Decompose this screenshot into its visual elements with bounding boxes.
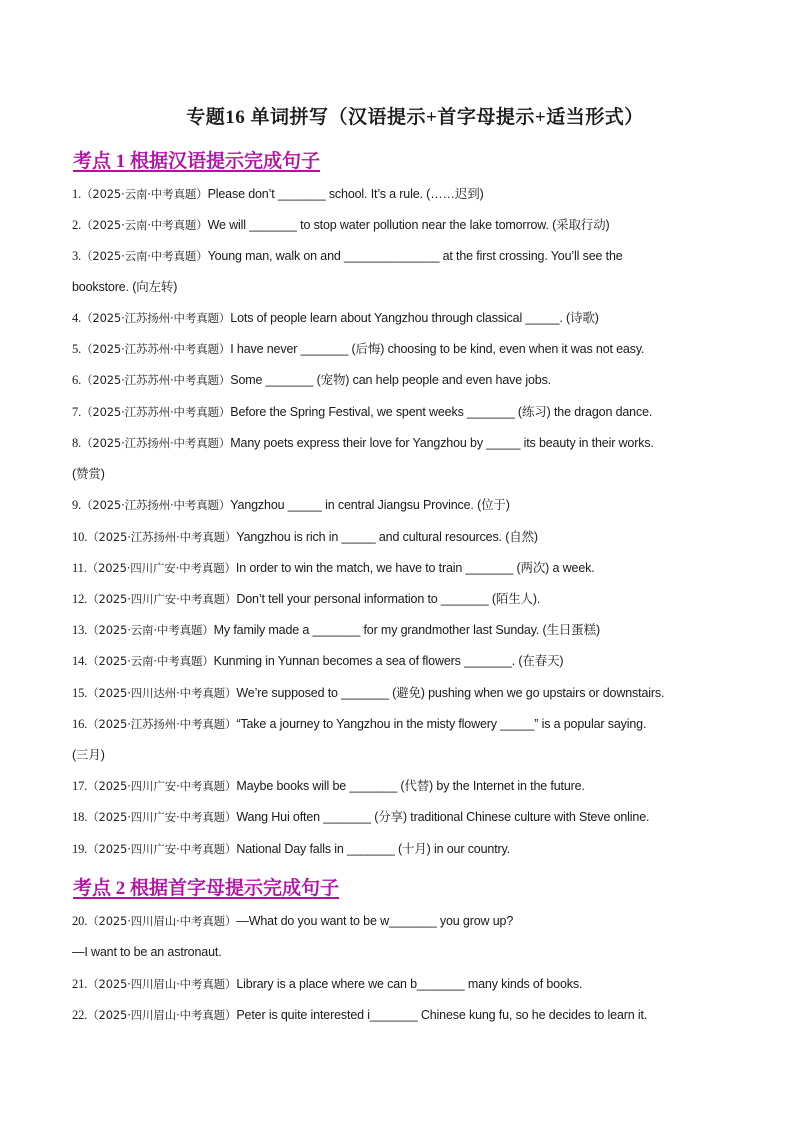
question-line [72, 778, 585, 794]
question-line [72, 976, 582, 992]
question-text: Yangzhou _____ in central Jiangsu Province. (位于) [230, 498, 510, 512]
question-number: 21. [72, 977, 88, 991]
question-number: 16. [72, 717, 88, 731]
question-text: My family made a _______ for my grandmother last Sunday. (生日蛋糕) [213, 623, 600, 637]
question-number: 7. [72, 405, 82, 419]
question-source: （2025·四川眉山·中考真题） [87, 977, 237, 991]
question-line [72, 841, 510, 857]
question-text: Please don’t _______ school. It’s a rule. (……迟到) [207, 187, 484, 201]
question-number: 18. [72, 810, 88, 824]
question-text: Yangzhou is rich in _____ and cultural resources. (自然) [236, 530, 538, 544]
question-number: 12. [72, 592, 88, 606]
question-source: （2025·江苏苏州·中考真题） [81, 405, 231, 419]
question-line [72, 529, 538, 545]
question-source: （2025·四川广安·中考真题） [87, 592, 237, 606]
question-line [72, 913, 513, 929]
question-source: （2025·四川广安·中考真题） [87, 810, 237, 824]
question-source: （2025·四川眉山·中考真题） [87, 1008, 237, 1022]
question-source: （2025·云南·中考真题） [81, 187, 208, 201]
question-text: We will _______ to stop water pollution near the lake tomorrow. (采取行动) [207, 218, 610, 232]
question-source: （2025·云南·中考真题） [87, 654, 214, 668]
question-continuation-line [72, 747, 105, 763]
question-text: Before the Spring Festival, we spent weeks _______ (练习) the dragon dance. [230, 405, 653, 419]
question-source: （2025·云南·中考真题） [81, 218, 208, 232]
question-number: 19. [72, 842, 88, 856]
question-text: Wang Hui often _______ (分享) traditional Chinese culture with Steve online. [236, 810, 650, 824]
question-line [72, 341, 644, 357]
question-line [72, 248, 623, 264]
question-line [72, 653, 563, 669]
question-source: （2025·四川达州·中考真题） [87, 686, 237, 700]
question-source: （2025·江苏苏州·中考真题） [81, 342, 231, 356]
question-text: We’re supposed to _______ (避免) pushing when we go upstairs or downstairs. [236, 686, 665, 700]
question-text: —What do you want to be w_______ you grow up? [236, 914, 514, 928]
question-source: （2025·云南·中考真题） [87, 623, 214, 637]
question-continuation-line [72, 944, 222, 960]
question-text: Young man, walk on and ______________ at the first crossing. You’ll see the [207, 249, 623, 263]
question-source: （2025·江苏扬州·中考真题） [81, 311, 231, 325]
question-source: （2025·江苏扬州·中考真题） [81, 498, 231, 512]
question-number: 14. [72, 654, 88, 668]
question-text: —I want to be an astronaut. [72, 945, 222, 959]
question-text: Peter is quite interested i_______ Chinese kung fu, so he decides to learn it. [236, 1008, 648, 1022]
question-number: 5. [72, 342, 82, 356]
question-line [72, 404, 652, 420]
question-source: （2025·江苏扬州·中考真题） [81, 436, 231, 450]
question-text: Many poets express their love for Yangzhou by _____ its beauty in their works. [230, 436, 654, 450]
question-number: 20. [72, 914, 88, 928]
question-line [72, 591, 540, 607]
question-number: 15. [72, 686, 88, 700]
question-number: 11. [72, 561, 87, 575]
section-heading-1: 考点 1 根据汉语提示完成句子 [73, 151, 321, 172]
question-line [72, 809, 649, 825]
question-text: “Take a journey to Yangzhou in the misty flowery _____” is a popular saying. [236, 717, 647, 731]
question-text: (赞赏) [72, 467, 105, 481]
question-line [72, 310, 599, 326]
page-title: 专题16 单词拼写（汉语提示+首字母提示+适当形式） [186, 107, 644, 128]
question-text: National Day falls in _______ (十月) in our country. [236, 842, 511, 856]
question-source: （2025·四川广安·中考真题） [86, 561, 236, 575]
question-continuation-line [72, 279, 177, 295]
question-text: (三月) [72, 748, 105, 762]
question-line [72, 435, 654, 451]
question-line [72, 622, 600, 638]
question-line [72, 186, 484, 202]
section-heading-2: 考点 2 根据首字母提示完成句子 [73, 878, 340, 899]
question-source: （2025·四川眉山·中考真题） [87, 914, 237, 928]
question-text: Maybe books will be _______ (代替) by the Internet in the future. [236, 779, 585, 793]
question-source: （2025·云南·中考真题） [81, 249, 208, 263]
question-text: I have never _______ (后悔) choosing to be kind, even when it was not easy. [230, 342, 645, 356]
question-line [72, 1007, 647, 1023]
question-line [72, 685, 664, 701]
question-source: （2025·江苏苏州·中考真题） [81, 373, 231, 387]
question-text: Library is a place where we can b_______ many kinds of books. [236, 977, 583, 991]
question-number: 10. [72, 530, 88, 544]
question-source: （2025·江苏扬州·中考真题） [87, 717, 237, 731]
question-source: （2025·四川广安·中考真题） [87, 779, 237, 793]
question-line [72, 560, 595, 576]
question-text: In order to win the match, we have to train _______ (两次) a week. [235, 561, 595, 575]
question-line [72, 716, 646, 732]
question-number: 1. [72, 187, 82, 201]
question-number: 2. [72, 218, 82, 232]
question-number: 4. [72, 311, 82, 325]
question-source: （2025·江苏扬州·中考真题） [87, 530, 237, 544]
question-line [72, 217, 610, 233]
question-number: 17. [72, 779, 88, 793]
question-continuation-line [72, 466, 105, 482]
question-text: Some _______ (宠物) can help people and even have jobs. [230, 373, 552, 387]
question-number: 6. [72, 373, 82, 387]
question-number: 22. [72, 1008, 88, 1022]
question-line [72, 497, 510, 513]
question-text: Lots of people learn about Yangzhou through classical _____. (诗歌) [230, 311, 599, 325]
question-number: 9. [72, 498, 82, 512]
question-text: Don’t tell your personal information to _______ (陌生人). [236, 592, 541, 606]
question-text: Kunming in Yunnan becomes a sea of flowers _______. (在春天) [213, 654, 564, 668]
question-number: 3. [72, 249, 82, 263]
question-number: 8. [72, 436, 82, 450]
question-line [72, 372, 551, 388]
question-number: 13. [72, 623, 88, 637]
question-source: （2025·四川广安·中考真题） [87, 842, 237, 856]
question-text: bookstore. (向左转) [72, 280, 178, 294]
